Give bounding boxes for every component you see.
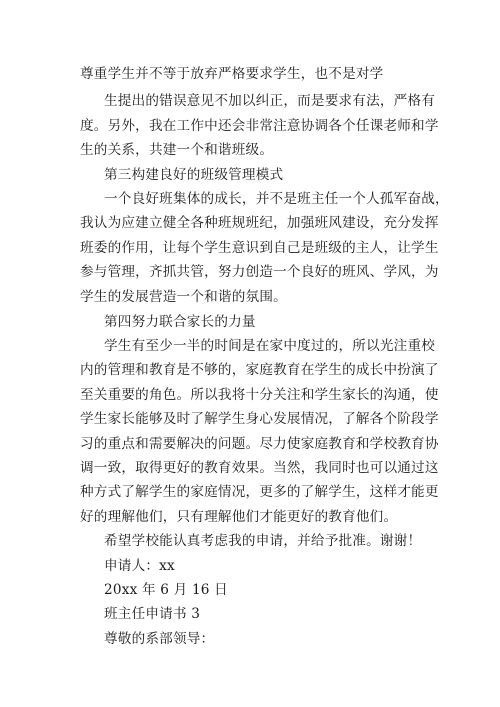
text-line: 一个良好班集体的成长，并不是班主任一个人孤军奋战， (104, 191, 449, 207)
text-line: 至关重要的角色。所以我将十分关注和学生家长的沟通，使 (80, 387, 439, 403)
text-line: 生提出的错误意见不加以纠正，而是要求有法，严格有 (104, 93, 436, 109)
text-line: 班委的作用，让每个学生意识到自己是班级的主人，让学生 (80, 240, 439, 256)
text-line: 学生家长能够及时了解学生身心发展情况，了解各个阶段学 (80, 411, 439, 427)
text-line: 我认为应建立健全各种班规班纪，加强班风建设，充分发挥 (80, 215, 439, 231)
text-line: 度。另外，我在工作中还会非常注意协调各个任课老师和学 (80, 118, 439, 134)
applicant-line: 申请人：xx (104, 558, 175, 574)
section-heading: 第四努力联合家长的力量 (104, 314, 256, 330)
text-line: 学生的发展营造一个和谐的氛围。 (80, 289, 287, 305)
text-line: 参与管理，齐抓共管，努力创造一个良好的班风、学风，为 (80, 264, 439, 280)
salutation-line: 尊敬的系部领导： (104, 631, 215, 647)
text-line: 调一致，取得更好的教育效果。当然，我同时也可以通过这 (80, 460, 439, 476)
closing-line: 希望学校能认真考虑我的申请，并给予批准。谢谢！ (104, 533, 422, 549)
section-heading: 第三构建良好的班级管理模式 (104, 167, 284, 183)
section-title: 班主任申请书 3 (104, 606, 201, 622)
text-line: 内的管理和教育是不够的，家庭教育在学生的成长中扮演了 (80, 362, 439, 378)
text-line: 种方式了解学生的家庭情况，更多的了解学生，这样才能更 (80, 484, 439, 500)
text-line: 习的重点和需要解决的问题。尽力使家庭教育和学校教育协 (80, 436, 439, 452)
text-line: 学生有至少一半的时间是在家中度过的，所以光注重校 (104, 338, 436, 354)
date-line: 20xx 年 6 月 16 日 (104, 582, 228, 598)
text-line: 生的关系，共建一个和谐班级。 (80, 142, 274, 158)
text-line: 好的理解他们，只有理解他们才能更好的教育他们。 (80, 509, 398, 525)
text-line: 尊重学生并不等于放弃严格要求学生，也不是对学 (80, 66, 384, 82)
